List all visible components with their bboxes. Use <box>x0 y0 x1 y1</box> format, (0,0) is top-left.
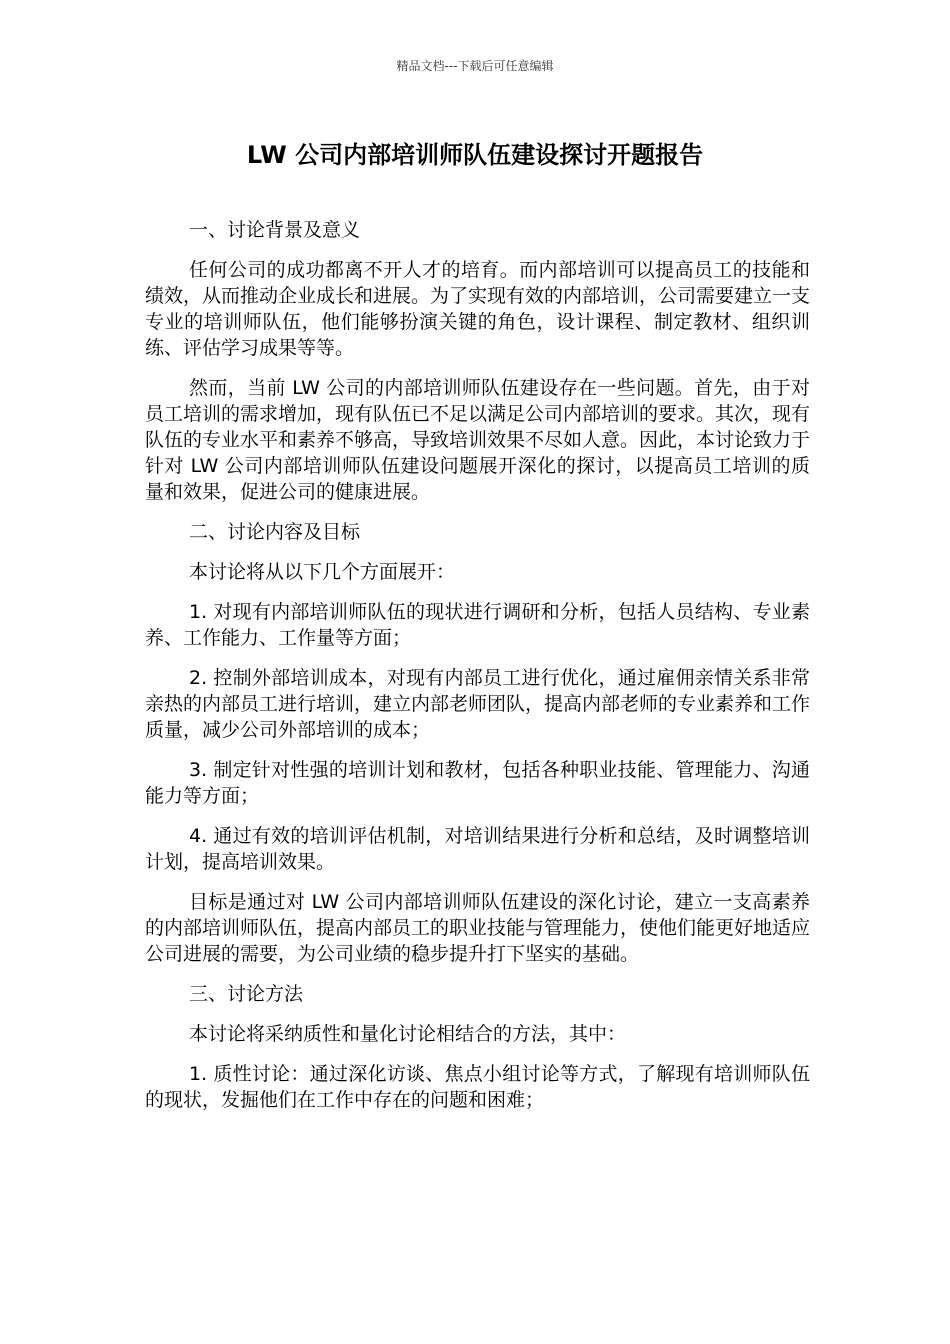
section-heading-content: 二、讨论内容及目标 <box>189 521 361 543</box>
list-item-method-1: 1. 质性讨论：通过深化访谈、焦点小组讨论等方式，了解现有培训师队伍的现状，发掘他们在工作中存在的问题和困难； <box>145 1063 810 1111</box>
paragraph-background-1: 任何公司的成功都离不开人才的培育。而内部培训可以提高员工的技能和绩效，从而推动企业成长和进展。为了实现有效的内部培训，公司需要建立一支专业的培训师队伍，他们能够扮演关键的角色，设计课程、制定教材、组织训练、评估学习成果等等。 <box>145 259 811 359</box>
paragraph-background-2: 然而，当前 LW 公司的内部培训师队伍建设存在一些问题。首先，由于对员工培训的需求增加，现有队伍已不足以满足公司内部培训的要求。其次，现有队伍的专业水平和素养不够高，导致培训效果不尽如人意。因此，本讨论致力于针对 LW 公司内部培训师队伍建设问题展开深化的探讨，以提高员工培训的质量和效果，促进公司的健康进展。 <box>145 377 811 503</box>
list-item-content-3: 3. 制定针对性强的培训计划和教材，包括各种职业技能、管理能力、沟通能力等方面； <box>145 759 810 807</box>
list-item-content-4: 4. 通过有效的培训评估机制，对培训结果进行分析和总结，及时调整培训计划，提高培训效果。 <box>145 825 810 873</box>
paragraph-content-intro: 本讨论将从以下几个方面展开： <box>189 561 456 583</box>
list-item-content-1: 1. 对现有内部培训师队伍的现状进行调研和分析，包括人员结构、专业素养、工作能力、工作量等方面； <box>145 601 810 649</box>
section-heading-method: 三、讨论方法 <box>189 983 304 1005</box>
paragraph-method-intro: 本讨论将采纳质性和量化讨论相结合的方法，其中： <box>189 1023 627 1045</box>
document-body <box>145 217 810 1127</box>
document-title: LW 公司内部培训师队伍建设探讨开题报告 <box>246 141 704 169</box>
paragraph-goal: 目标是通过对 LW 公司内部培训师队伍建设的深化讨论，建立一支高素养的内部培训师队伍，提高内部员工的职业技能与管理能力，使他们能更好地适应公司进展的需要，为公司业绩的稳步提升打下坚实的基础。 <box>145 891 811 965</box>
section-heading-background: 一、讨论背景及意义 <box>189 219 361 241</box>
list-item-content-2: 2. 控制外部培训成本，对现有内部员工进行优化，通过雇佣亲情关系非常亲热的内部员工进行培训，建立内部老师团队，提高内部老师的专业素养和工作质量，减少公司外部培训的成本； <box>145 667 811 741</box>
header-note: 精品文档---下载后可任意编辑 <box>396 59 554 73</box>
